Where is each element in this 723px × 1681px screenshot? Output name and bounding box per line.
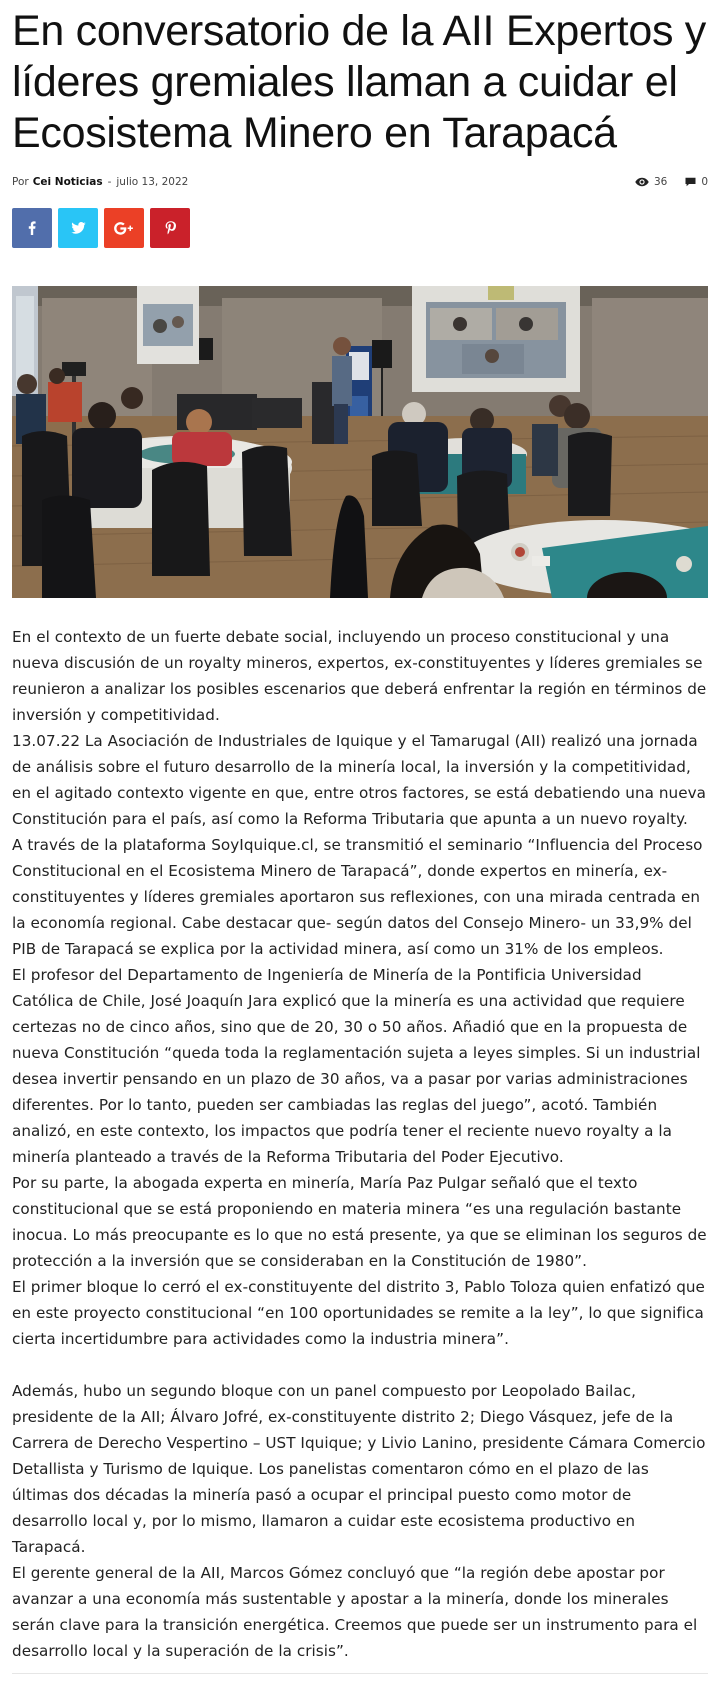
article-paragraph: El primer bloque lo cerró el ex-constituyente del distrito 3, Pablo Toloza quien enfatizó que en este proyecto constitucional “en 100 oportunidades se remite a la ley”, lo que significa cierta incertidumbre para actividades como la industria minera”. [12,1278,705,1348]
views-count: 36 [653,176,668,188]
article-body [12,624,708,1664]
paragraph-spacer [12,1352,708,1378]
article-bottom-divider [12,1673,708,1674]
byline-label: Por [12,176,29,188]
article-paragraph: 13.07.22 La Asociación de Industriales de Iquique y el Tamarugal (AII) realizó una jornada de análisis sobre el futuro desarrollo de la minería local, la inversión y la competitividad, en el agitado contexto vigente en que, entre otros factores, se está debatiendo una nueva Constitución para el país, así como la Reforma Tributaria que apunta a un nuevo royalty. [12,732,707,828]
eye-icon [635,177,649,187]
twitter-icon [71,222,86,234]
share-buttons [12,208,708,248]
article-paragraph: A través de la plataforma SoyIquique.cl, se transmitió el seminario “Influencia del Proceso Constitucional en el Ecosistema Minero de Tarapacá”, donde expertos en minería, ex-constituyentes y líderes gremiales aportaron sus reflexiones, con una mirada centrada en la economía regional. Cabe destacar que- según datos del Consejo Minero- un 33,9% del PIB de Tarapacá se explica por la actividad minera, así como un 31% de los empleos. [12,836,703,958]
comment-icon [685,177,696,187]
comments-count: 0 [701,176,708,188]
share-twitter-button[interactable] [58,208,98,248]
article-paragraph: Además, hubo un segundo bloque con un panel compuesto por Leopolado Bailac, presidente de la AII; Álvaro Jofré, ex-constituyente distrito 2; Diego Vásquez, jefe de la Carrera de Derecho Vespertino – UST Iquique; y Livio Lanino, presidente Cámara Comercio Detallista y Turismo de Iquique. Los panelistas comentaron cómo en el plazo de las últimas dos décadas la minería pasó a ocupar el principal puesto como motor de desarrollo local y, por lo mismo, llamaron a cuidar este ecosistema productivo en Tarapacá. [12,1382,706,1556]
meta-separator: - [107,176,112,188]
pinterest-icon [165,221,176,235]
article-paragraph: El gerente general de la AII, Marcos Gómez concluyó que “la región debe apostar por avanzar a una economía más sustentable y apostar a la minería, donde los minerales serán clave para la transición energética. Creemos que puede ser un instrumento para el desarrollo local y la superación de la crisis”. [12,1564,698,1660]
share-facebook-button[interactable] [12,208,52,248]
article-paragraph: Por su parte, la abogada experta en minería, María Paz Pulgar señaló que el texto constitucional que se está proponiendo en materia minera “es una regulación bastante inocua. Lo más preocupante es lo que no está presente, ya que se eliminan los seguros de protección a la inversión que se consideraban en la Constitución de 1980”. [12,1174,707,1270]
article-meta [12,173,708,191]
facebook-icon [28,221,36,235]
comments-counter[interactable] [685,173,708,191]
share-google-plus-button[interactable] [104,208,144,248]
publish-date: julio 13, 2022 [116,176,189,188]
article-title: En conversatorio de la AII Expertos y líderes gremiales llaman a cuidar el Ecosistema Minero en Tarapacá [12,7,706,157]
views-counter [635,173,667,191]
share-pinterest-button[interactable] [150,208,190,248]
article-paragraph: El profesor del Departamento de Ingeniería de Minería de la Pontificia Universidad Católica de Chile, José Joaquín Jara explicó que la minería es una actividad que requiere certezas no de cinco años, sino que de 20, 30 o 50 años. Añadió que en la propuesta de nueva Constitución “queda toda la reglamentación sujeta a leyes simples. Si un industrial desea invertir pensando en un plazo de 30 años, va a pasar por varias administraciones diferentes. Por lo tanto, pueden ser cambiadas las reglas del juego”, acotó. También analizó, en este contexto, los impactos que podría tener el reciente nuevo royalty a la minería planteado a través de la Reforma Tributaria del Poder Ejecutivo. [12,966,701,1166]
event-photo-illustration [12,286,708,598]
google-plus-icon [114,222,134,235]
author-link[interactable]: Cei Noticias [32,176,103,188]
article-featured-image [12,286,708,598]
article-paragraph: En el contexto de un fuerte debate social, incluyendo un proceso constitucional y una nueva discusión de un royalty mineros, expertos, ex-constituyentes y líderes gremiales se reunieron a analizar los posibles escenarios que deberá enfrentar la región en términos de inversión y competitividad. [12,628,707,724]
article [12,0,708,1664]
article-stats [635,173,708,191]
